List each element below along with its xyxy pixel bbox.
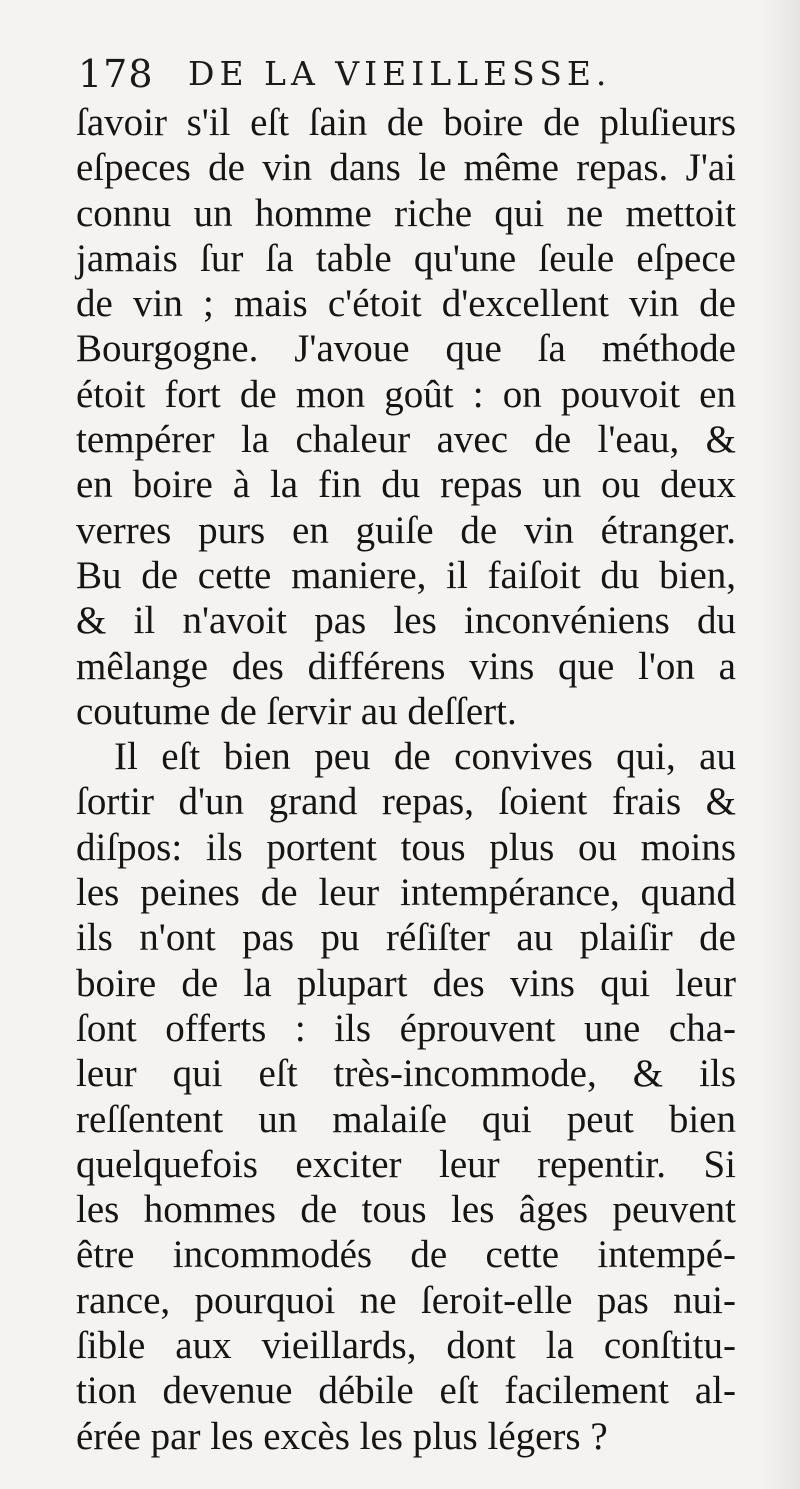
paragraph [76,100,736,734]
text-line: de vin ; mais c'étoit d'excellent vin de [76,282,736,326]
text-line: diſpos: ils portent tous plus ou moins [76,825,736,869]
text-line: eſpeces de vin dans le même repas. J'ai [76,146,736,190]
text-line: rance, pourquoi ne ſeroit-elle pas nui- [76,1278,736,1322]
text-line: étoit fort de mon goût : on pouvoit en [76,372,736,416]
text-line: connu un homme riche qui ne mettoit [76,191,736,235]
text-line: ſont offerts : ils éprouvent une cha- [76,1006,736,1050]
text-line: les hommes de tous les âges peuvent [76,1188,736,1232]
text-line: en boire à la fin du repas un ou deux [76,463,736,507]
text-line: jamais ſur ſa table qu'une ſeule eſpece [76,236,736,280]
text-line: ſavoir s'il eſt ſain de boire de pluſieurs [76,101,736,144]
text-line: quelquefois exciter leur repentir. Si [76,1142,736,1186]
text-line: reſſentent un malaiſe qui peut bien [76,1097,736,1141]
text-line: ils n'ont pas pu réſiſter au plaiſir de [76,916,736,960]
text-line: coutume de ſervir au deſſert. [76,689,517,733]
text-line: boire de la plupart des vins qui leur [76,961,736,1005]
page-edge-shadow [762,0,800,1489]
text-line: tion devenue débile eſt facilement al- [76,1369,736,1413]
page-number: 178 [78,52,154,96]
text-line: Bu de cette maniere, il faiſoit du bien, [76,553,736,597]
text-line: tempérer la chaleur avec de l'eau, & [76,418,736,462]
page-header [78,52,778,102]
text-line: Bourgogne. J'avoue que ſa méthode [76,327,736,371]
text-line: verres purs en guiſe de vin étranger. [76,508,736,552]
text-line: érée par les excès les plus légers ? [76,1414,608,1458]
text-line: leur qui eſt très-incommode, & ils [76,1052,736,1096]
text-line: & il n'avoit pas les inconvéniens du [76,599,736,643]
running-title: DE LA VIEILLESSE. [188,54,612,93]
body-text [76,100,736,1459]
text-line: ſortir d'un grand repas, ſoient frais & [76,780,736,824]
paragraph [76,734,736,1459]
text-line: mêlange des différens vins que l'on a [76,644,736,688]
text-line: être incommodés de cette intempé- [76,1233,736,1277]
text-line: Il eſt bien peu de convives qui, au [114,735,736,779]
text-line: ſible aux vieillards, dont la conſtitu- [76,1324,736,1368]
text-line: les peines de leur intempérance, quand [76,871,736,915]
